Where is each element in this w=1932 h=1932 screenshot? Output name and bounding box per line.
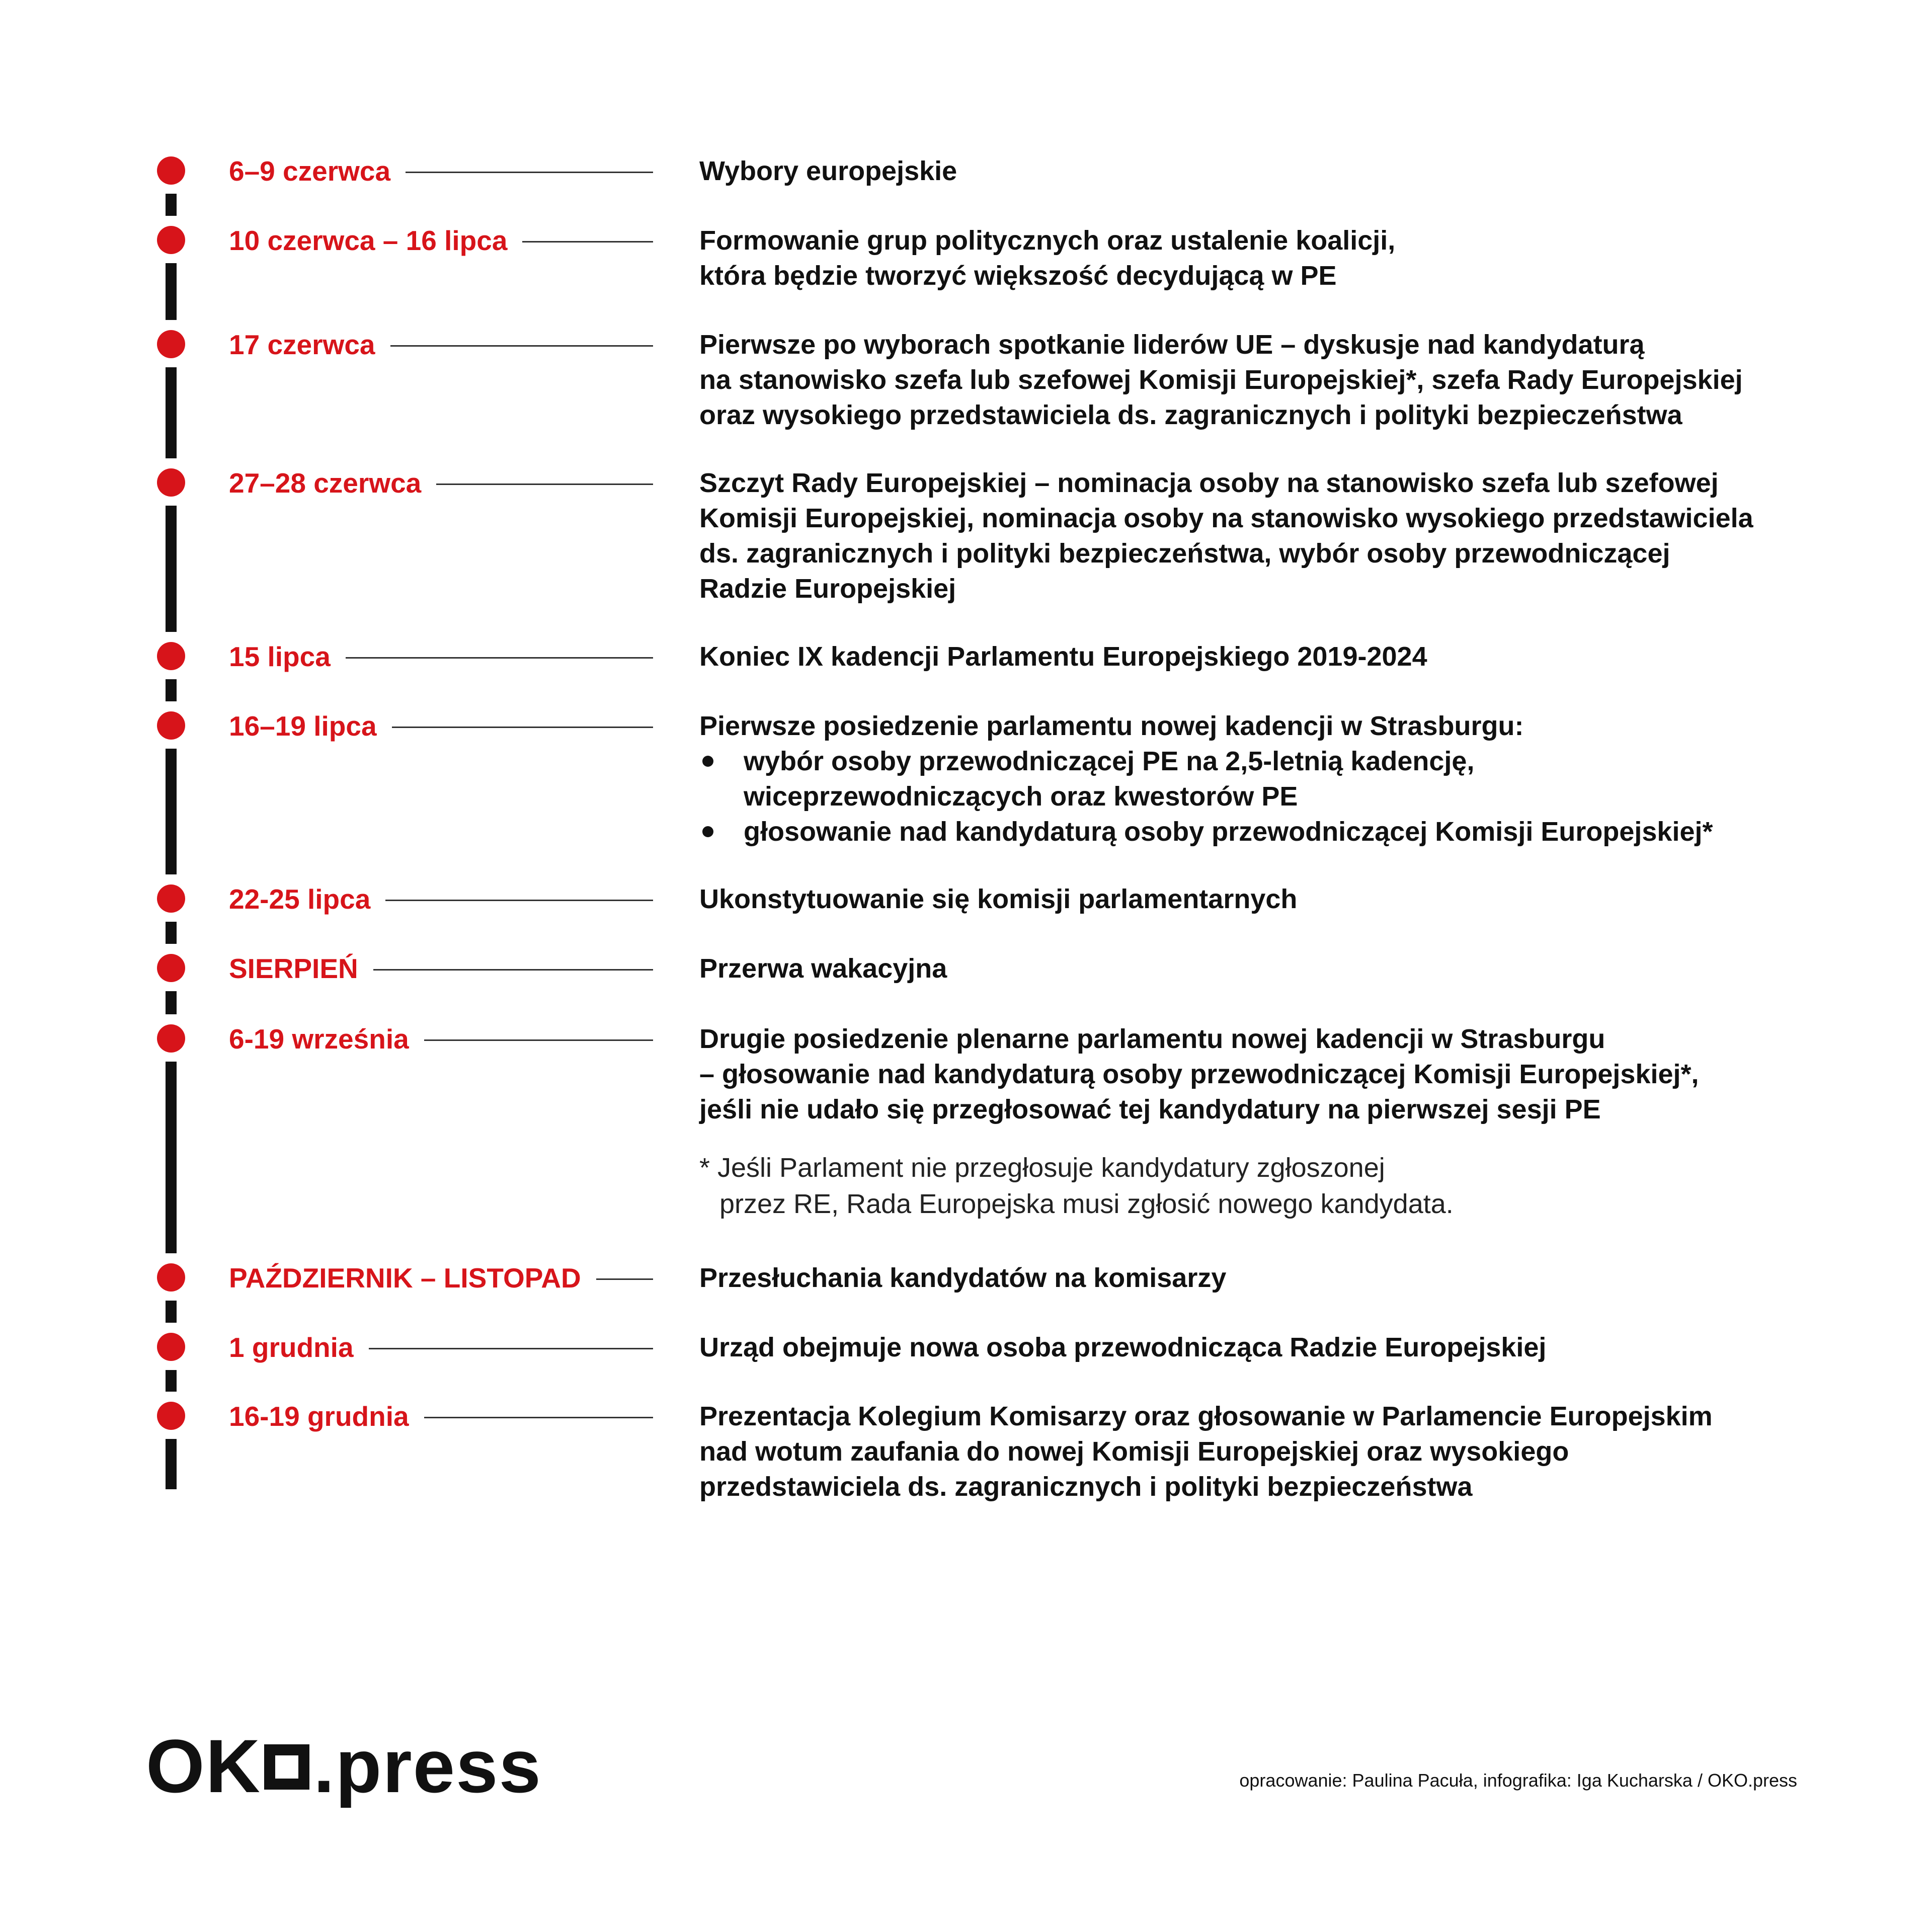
event-date: 22-25 lipca [229,883,371,915]
description-line: ds. zagranicznych i polityki bezpieczeństwa, wybór osoby przewodniczącej [699,538,1670,569]
connector-line [522,241,653,243]
description-line: na stanowisko szefa lub szefowej Komisji Europejskiej*, szefa Rady Europejskiej [699,365,1743,395]
description-line: Koniec IX kadencji Parlamentu Europejskiego 2019-2024 [699,641,1427,672]
footnote-line: przez RE, Rada Europejska musi zgłosić nowego kandydata. [719,1189,1454,1219]
timeline-axis-segment [166,367,177,458]
timeline-axis-segment [166,991,177,1014]
description-line: która będzie tworzyć większość decydującą w PE [699,261,1337,291]
logo-text-right: .press [313,1724,542,1808]
timeline-axis-segment [166,1370,177,1392]
description-line: – głosowanie nad kandydaturą osoby przewodniczącej Komisji Europejskiej*, [699,1059,1699,1089]
bullet-line: wiceprzewodniczących oraz kwestorów PE [744,781,1298,812]
description-line: Prezentacja Kolegium Komisarzy oraz głosowanie w Parlamencie Europejskim [699,1401,1713,1431]
connector-line [406,172,653,173]
description-line: Drugie posiedzenie plenarne parlamentu nowej kadencji w Strasburgu [699,1024,1605,1054]
event-description [699,881,1826,917]
description-line: przedstawiciela ds. zagranicznych i polityki bezpieczeństwa [699,1472,1473,1502]
timeline-dot [157,1333,185,1361]
connector-line [392,727,653,728]
description-line: Pierwsze po wyborach spotkanie liderów UE – dyskusje nad kandydaturą [699,330,1645,360]
bullet-line: głosowanie nad kandydaturą osoby przewodniczącej Komisji Europejskiej* [744,817,1713,847]
event-description [699,223,1826,293]
description-line: nad wotum zaufania do nowej Komisji Europejskiej oraz wysokiego [699,1436,1569,1467]
description-line: Formowanie grup politycznych oraz ustalenie koalicji, [699,225,1396,256]
event-date: 16-19 grudnia [229,1401,409,1432]
timeline-dot [157,1263,185,1292]
event-description [699,327,1826,433]
event-description [699,1021,1826,1127]
credits: opracowanie: Paulina Pacuła, infografika: Iga Kucharska / OKO.press [1239,1770,1797,1791]
event-date: 16–19 lipca [229,710,377,742]
event-date: 15 lipca [229,641,331,672]
timeline-dot [157,1024,185,1053]
event-description [699,639,1826,674]
connector-line [596,1278,653,1280]
event-date: 10 czerwca – 16 lipca [229,225,508,256]
timeline-dot [157,884,185,913]
timeline-axis-segment [166,194,177,216]
timeline-dot [157,330,185,358]
bullet-line: wybór osoby przewodniczącej PE na 2,5-letnią kadencję, [744,746,1475,776]
event-date: 6–9 czerwca [229,155,391,187]
footnote [699,1150,1454,1222]
timeline-dot [157,1402,185,1430]
event-date: 27–28 czerwca [229,467,422,499]
timeline-axis-segment [166,263,177,320]
timeline-axis-segment [166,1062,177,1253]
event-date: SIERPIEŃ [229,953,358,984]
timeline-axis-segment [166,1439,177,1489]
connector-line [390,345,654,347]
description-line: Radzie Europejskiej [699,574,956,604]
timeline-axis-segment [166,922,177,944]
event-date: 6-19 września [229,1023,409,1055]
event-description [699,708,1826,849]
connector-line [424,1039,653,1041]
connector-line [346,657,653,659]
description-line: Urząd obejmuje nowa osoba przewodnicząca Radzie Europejskiej [699,1332,1547,1362]
timeline-dot [157,226,185,254]
timeline-axis-segment [166,679,177,701]
event-description [699,465,1826,606]
logo-text-left: OK [146,1724,261,1808]
timeline-dot [157,468,185,497]
event-description [699,1399,1826,1504]
timeline-axis-segment [166,506,177,632]
description-line: Pierwsze posiedzenie parlamentu nowej kadencji w Strasburgu: [699,711,1524,741]
bullet-item [699,814,1826,849]
description-line: Ukonstytuowanie się komisji parlamentarnych [699,884,1298,914]
description-line: jeśli nie udało się przegłosować tej kandydatury na pierwszej sesji PE [699,1094,1601,1124]
description-line: Wybory europejskie [699,156,957,186]
description-line: Przesłuchania kandydatów na komisarzy [699,1263,1227,1293]
description-line: oraz wysokiego przedstawiciela ds. zagranicznych i polityki bezpieczeństwa [699,400,1682,430]
oko-press-logo [146,1724,542,1808]
timeline-axis-segment [166,1301,177,1323]
connector-line [385,900,653,901]
event-date: PAŹDZIERNIK – LISTOPAD [229,1262,581,1294]
timeline-dot [157,642,185,670]
event-description [699,1260,1826,1296]
description-line: Przerwa wakacyjna [699,953,947,984]
event-description [699,153,1826,189]
description-line: Komisji Europejskiej, nominacja osoby na stanowisko wysokiego przedstawiciela [699,503,1753,533]
timeline-dot [157,156,185,185]
connector-line [373,969,653,971]
footnote-line: * Jeśli Parlament nie przegłosuje kandydatury zgłoszonej [699,1153,1385,1183]
timeline-dot [157,954,185,982]
connector-line [436,484,653,485]
description-line: Szczyt Rady Europejskiej – nominacja osoby na stanowisko szefa lub szefowej [699,468,1719,498]
logo-square-icon [264,1744,309,1790]
timeline-axis-segment [166,749,177,874]
connector-line [424,1417,653,1418]
event-description [699,1330,1826,1365]
bullet-list [699,744,1826,849]
bullet-item [699,744,1826,814]
connector-line [369,1348,653,1349]
event-date: 17 czerwca [229,329,375,360]
timeline-dot [157,711,185,740]
event-description [699,951,1826,986]
event-date: 1 grudnia [229,1332,354,1363]
